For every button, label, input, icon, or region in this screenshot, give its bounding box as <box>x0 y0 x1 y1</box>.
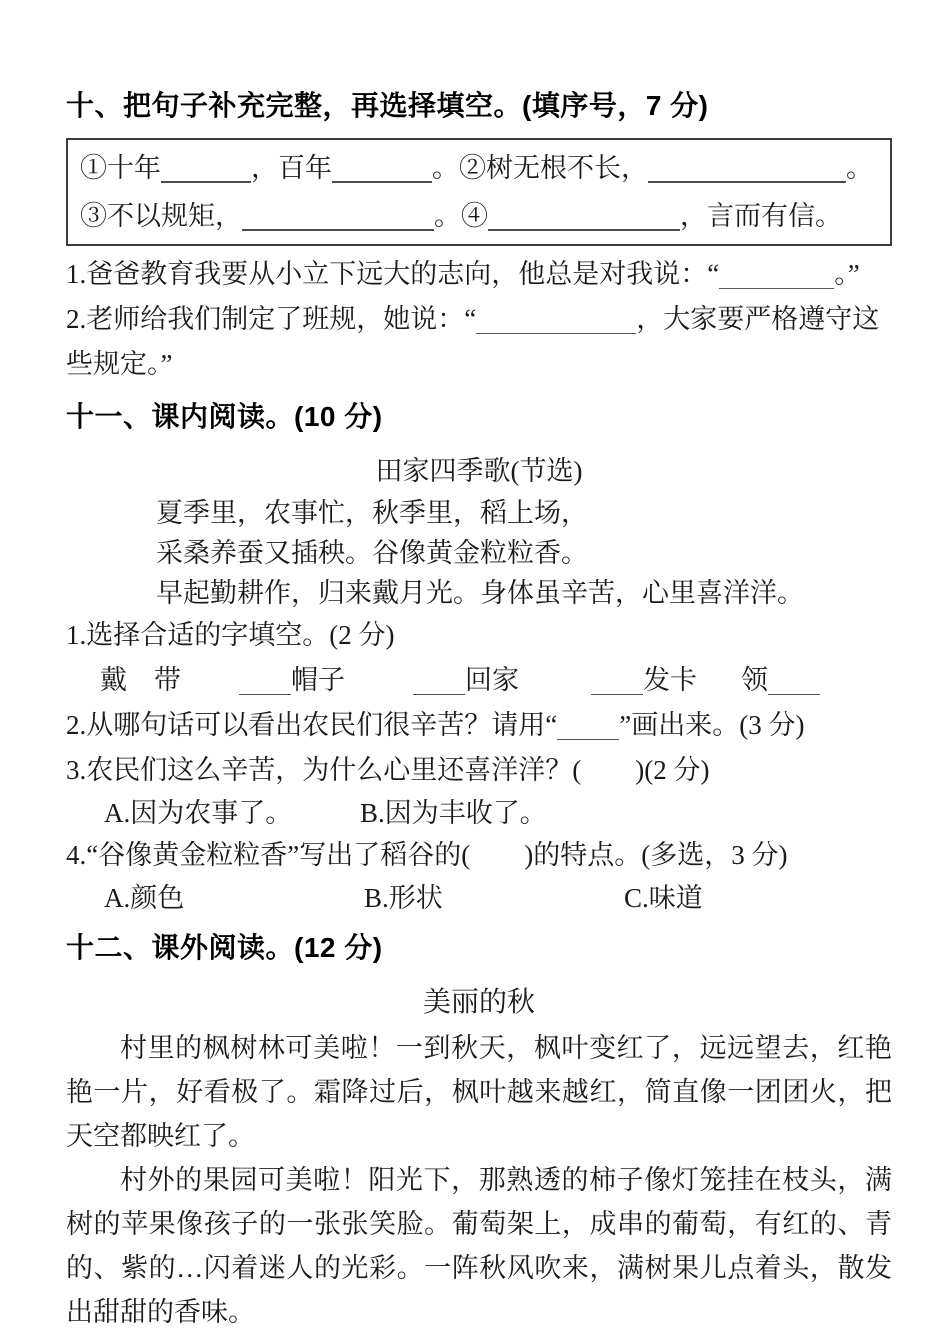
choice-characters: 戴 带 <box>100 665 181 695</box>
s11-question-1: 1.选择合适的字填空。(2 分) <box>66 620 395 650</box>
poem-line: 夏季里，农事忙，秋季里，稻上场， <box>156 498 588 528</box>
essay-paragraph-2: 村外的果园可美啦！阳光下，那熟透的柿子像灯笼挂在枝头，满树的苹果像孩子的一张张笑脸。葡萄架上，成串的葡萄，有红的、青的、紫的…闪着迷人的光彩。一阵秋风吹来，满树果儿点着头，散发出甜甜的香味。 <box>66 1165 892 1327</box>
question-text: 。” <box>834 259 860 289</box>
blank-underline <box>648 154 846 183</box>
box-text: ③不以规矩， <box>80 201 242 231</box>
blank-underline <box>332 154 432 183</box>
poem-excerpt <box>66 493 892 613</box>
poem-line: 采桑养蚕又插秧。谷像黄金粒粒香。 <box>156 538 588 568</box>
s11-question-3: 3.农民们这么辛苦，为什么心里还喜洋洋？( )(2 分) <box>66 755 710 785</box>
question-text: 1.爸爸教育我要从小立下远大的志向，他总是对我说：“ <box>66 259 720 289</box>
blank-underline <box>476 306 636 334</box>
question-text: 2.从哪句话可以看出农民们很辛苦？请用“ <box>66 710 558 740</box>
question-text: ”画出来。(3 分) <box>619 710 805 740</box>
blank-underline <box>591 667 643 695</box>
s10-question-2 <box>66 297 892 387</box>
section-10-heading: 十、把句子补充完整，再选择填空。(填序号，7 分) <box>66 90 709 121</box>
box-text: 。④ <box>434 201 488 231</box>
option-a: A.颜色 <box>104 883 185 913</box>
fill-word: 发卡 <box>643 665 697 695</box>
box-text: ①十年 <box>80 153 161 183</box>
box-line-2 <box>80 192 878 240</box>
question-text: 2.老师给我们制定了班规，她说：“ <box>66 304 477 334</box>
s11-question-4: 4.“谷像黄金粒粒香”写出了稻谷的( )的特点。(多选，3 分) <box>66 840 788 870</box>
blank-underline <box>768 667 820 695</box>
fill-word: 领 <box>741 665 768 695</box>
box-line-1 <box>80 144 878 192</box>
blank-underline <box>557 712 619 740</box>
s10-question-1 <box>66 252 892 297</box>
s11-q3-options <box>66 793 892 833</box>
blank-underline <box>239 667 291 695</box>
section-11-heading: 十一、课内阅读。(10 分) <box>66 401 383 432</box>
fill-word: 帽子 <box>291 665 345 695</box>
poem-line: 早起勤耕作，归来戴月光。身体虽辛苦，心里喜洋洋。 <box>156 578 804 608</box>
option-a: A.因为农事了。 <box>104 798 293 828</box>
section-12-heading: 十二、课外阅读。(12 分) <box>66 932 383 963</box>
question-text: ，大家要严格遵守这些规定。” <box>66 304 880 379</box>
s11-q4-options <box>66 878 892 918</box>
blank-underline <box>242 202 434 231</box>
essay-title: 美丽的秋 <box>422 987 535 1018</box>
box-text: ，百年 <box>251 153 332 183</box>
poem-title: 田家四季歌(节选) <box>375 456 583 486</box>
option-c: C.味道 <box>624 883 703 913</box>
idiom-completion-box <box>66 138 892 246</box>
essay-paragraph-1: 村里的枫树林可美啦！一到秋天，枫叶变红了，远远望去，红艳艳一片，好看极了。霜降过后，枫叶越来越红，简直像一团团火，把天空都映红了。 <box>66 1033 892 1151</box>
s11-question-2 <box>66 703 892 748</box>
blank-underline <box>161 154 251 183</box>
blank-underline <box>719 261 834 289</box>
box-text: 。 <box>846 153 873 183</box>
box-text: 。②树无根不长， <box>432 153 648 183</box>
blank-underline <box>413 667 465 695</box>
box-text: ，言而有信。 <box>680 201 842 231</box>
fill-word: 回家 <box>465 665 519 695</box>
blank-underline <box>488 202 680 231</box>
character-fill-row <box>66 658 892 703</box>
option-b: B.因为丰收了。 <box>360 798 547 828</box>
option-b: B.形状 <box>364 883 443 913</box>
